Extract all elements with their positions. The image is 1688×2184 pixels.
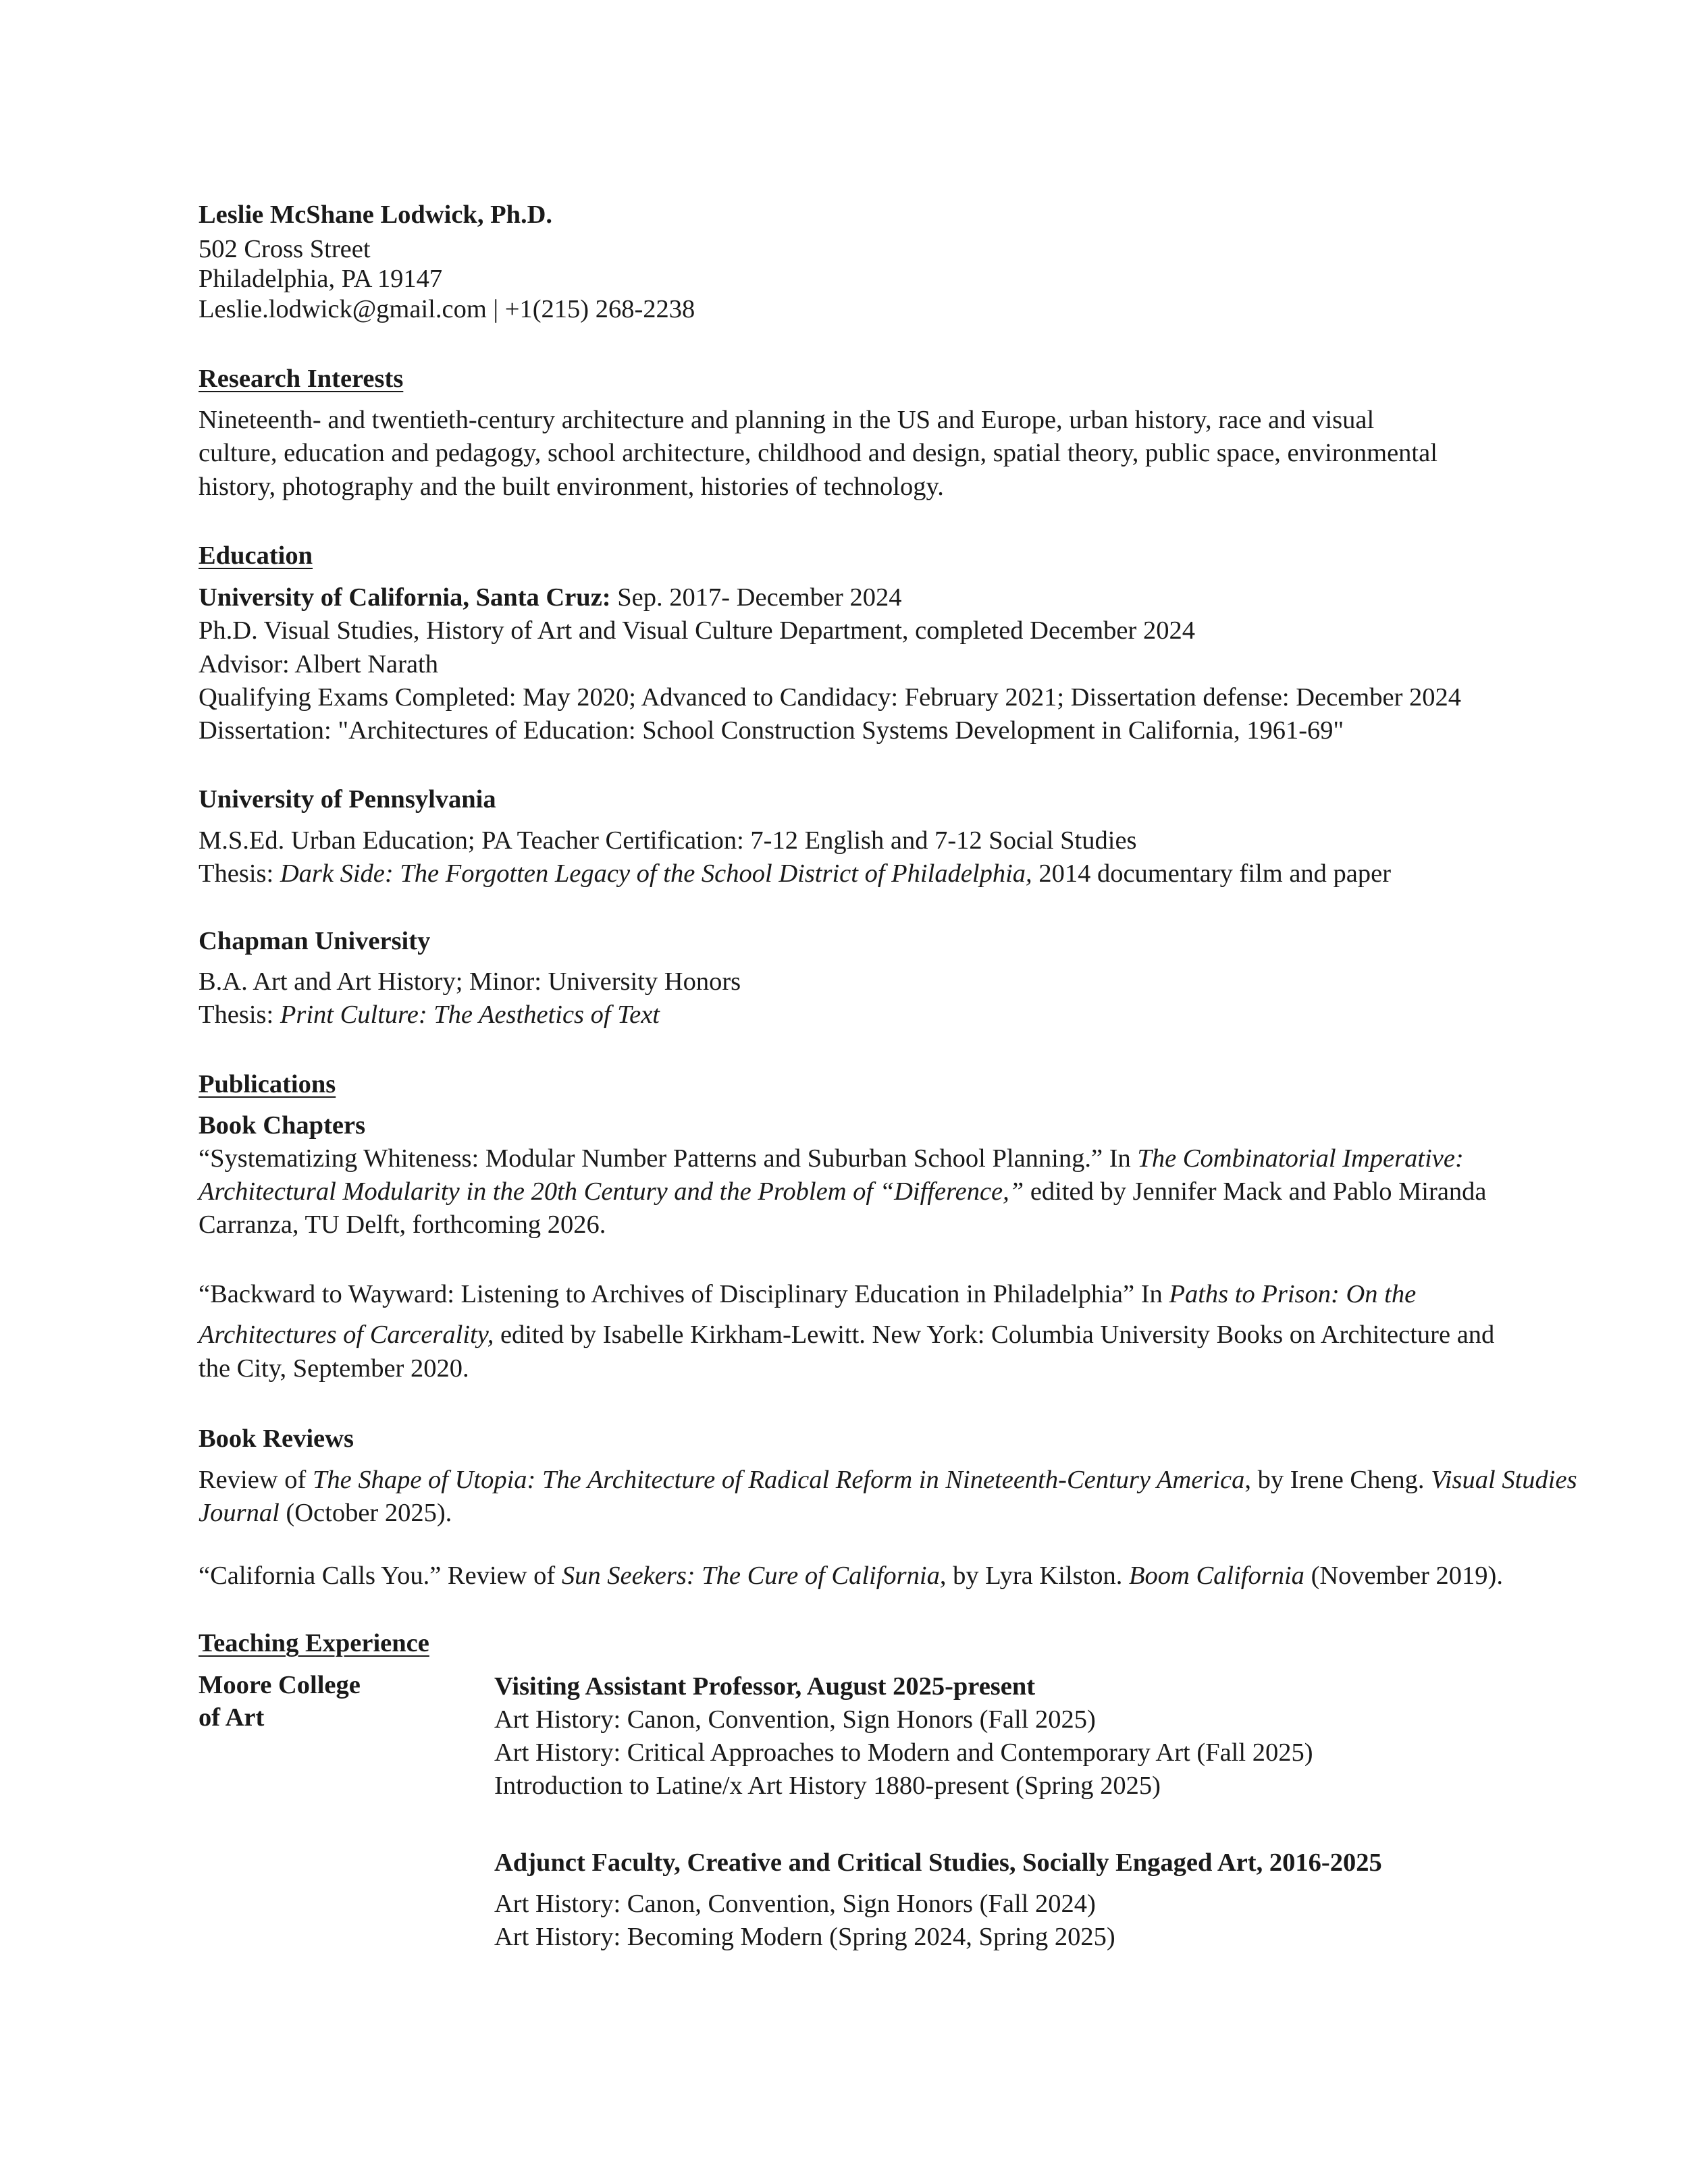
chapter-2-text: edited by Isabelle Kirkham-Lewitt. New York: Columbia University Books on Architecture and [494,1321,1495,1349]
review-journal: Journal [199,1499,280,1527]
chapter-1-line [199,1142,1464,1175]
review-date: (October 2025). [279,1499,452,1527]
penn-thesis-suffix: 2014 documentary film and paper [1032,859,1392,888]
research-line: culture, education and pedagogy, school architecture, childhood and design, spatial theory, public space, environmental [199,439,1438,467]
chapman-thesis [199,998,660,1032]
address-line-1: 502 Cross Street [199,235,371,263]
chapman-name: Chapman University [199,927,431,955]
book-chapters-heading: Book Chapters [199,1111,366,1140]
review-2-line [199,1560,1503,1593]
research-line: Nineteenth- and twentieth-century architecture and planning in the US and Europe, urban history, race and visual [199,406,1375,434]
chapter-1-line [199,1175,1487,1208]
chapter-1-text: edited by Jennifer Mack and Pablo Miranda [1024,1177,1487,1206]
review-book-title: The Shape of Utopia: The Architecture of Radical Reform in Nineteenth-Century America [312,1466,1245,1494]
review-text: , by Lyra Kilston. [939,1562,1130,1590]
role-2-title: Adjunct Faculty, Creative and Critical Studies, Socially Engaged Art, 2016-2025 [494,1848,1382,1877]
review-text: , by Irene Cheng. [1244,1466,1431,1494]
research-line: history, photography and the built environment, histories of technology. [199,473,944,501]
review-date: (November 2019). [1304,1562,1503,1590]
review-1-line [199,1464,1577,1497]
review-1-line [199,1497,452,1530]
course-item: Introduction to Latine/x Art History 1880-present (Spring 2025) [494,1772,1161,1800]
institution-name: of Art [199,1703,265,1732]
education-heading: Education [199,541,313,570]
ucsc-line: Qualifying Exams Completed: May 2020; Advanced to Candidacy: February 2021; Dissertation defense: December 2024 [199,683,1462,712]
chapter-1-book-title: The Combinatorial Imperative: [1137,1144,1464,1173]
course-item: Art History: Canon, Convention, Sign Honors (Fall 2025) [494,1705,1096,1734]
course-item: Art History: Canon, Convention, Sign Honors (Fall 2024) [494,1890,1096,1918]
chapter-2-line [199,1319,1494,1352]
chapter-1-text: “Systematizing Whiteness: Modular Number Patterns and Suburban School Planning.” In [199,1144,1138,1173]
publications-heading: Publications [199,1070,336,1098]
thesis-prefix: Thesis: [199,859,280,888]
chapman-thesis-title: Print Culture: The Aesthetics of Text [280,1001,660,1029]
chapter-1-line: Carranza, TU Delft, forthcoming 2026. [199,1210,606,1239]
course-item: Art History: Becoming Modern (Spring 2024, Spring 2025) [494,1923,1115,1951]
penn-name: University of Pennsylvania [199,785,496,814]
chapter-2-line [199,1278,1416,1311]
chapter-2-book-title: Paths to Prison: On the [1169,1280,1417,1308]
chapter-2-line: the City, September 2020. [199,1354,469,1383]
ucsc-line: Advisor: Albert Narath [199,650,438,678]
thesis-prefix: Thesis: [199,1001,280,1029]
review-journal: Boom California [1129,1562,1304,1590]
penn-line: M.S.Ed. Urban Education; PA Teacher Certification: 7-12 English and 7-12 Social Studies [199,826,1137,855]
review-book-title: Sun Seekers: The Cure of California [561,1562,940,1590]
ucsc-dates: Sep. 2017- December 2024 [610,583,902,612]
chapter-2-text: “Backward to Wayward: Listening to Archives of Disciplinary Education in Philadelphia” In [199,1280,1169,1308]
penn-thesis [199,857,1391,890]
research-heading: Research Interests [199,365,404,393]
ucsc-name: University of California, Santa Cruz: [199,583,611,612]
review-text: Review of [199,1466,313,1494]
course-item: Art History: Critical Approaches to Modern and Contemporary Art (Fall 2025) [494,1738,1313,1767]
chapter-2-book-title: Architectures of Carcerality, [199,1321,494,1349]
role-1-title: Visiting Assistant Professor, August 2025-present [494,1672,1036,1701]
chapter-1-book-title: Architectural Modularity in the 20th Century and the Problem of “Difference,” [199,1177,1024,1206]
book-reviews-heading: Book Reviews [199,1424,354,1453]
chapman-line: B.A. Art and Art History; Minor: University Honors [199,967,741,996]
review-text: “California Calls You.” Review of [199,1562,562,1590]
ucsc-line: Dissertation: "Architectures of Education: School Construction Systems Development in California, 1961-69" [199,716,1344,745]
contact-line: Leslie.lodwick@gmail.com | +1(215) 268-2238 [199,295,695,323]
ucsc-line: Ph.D. Visual Studies, History of Art and Visual Culture Department, completed December 2024 [199,616,1195,645]
institution-name: Moore College [199,1671,361,1699]
ucsc-entry-title [199,581,901,614]
review-journal: Visual Studies [1431,1466,1577,1494]
teaching-heading: Teaching Experience [199,1629,429,1657]
cv-name: Leslie McShane Lodwick, Ph.D. [199,201,553,229]
address-line-2: Philadelphia, PA 19147 [199,265,443,293]
penn-thesis-title: Dark Side: The Forgotten Legacy of the School District of Philadelphia, [280,859,1032,888]
